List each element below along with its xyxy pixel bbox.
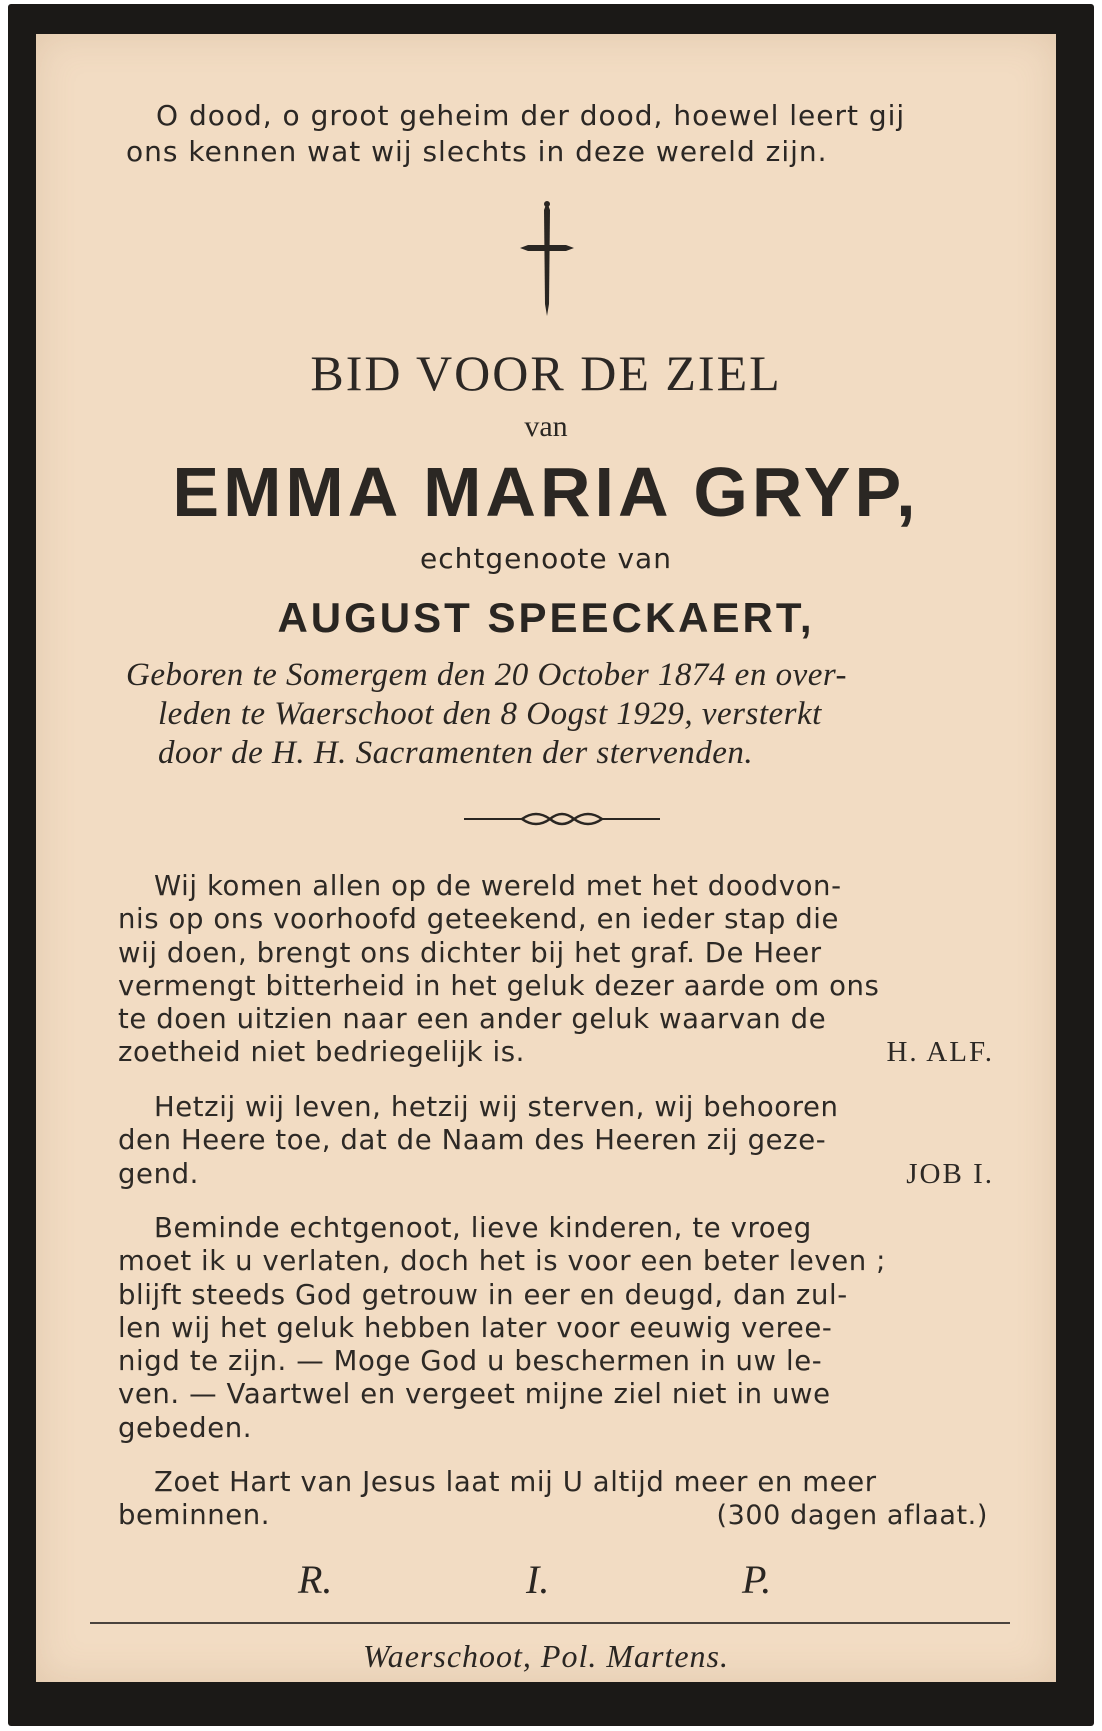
prayer-paragraph [118, 1466, 1018, 1533]
rip-letter-p: P. [742, 1557, 772, 1602]
paragraph-last-row [118, 1499, 1018, 1532]
paragraph-line: ven. — Vaartwel en vergeet mijne ziel niet in uwe [118, 1378, 831, 1411]
deceased-name: EMMA MARIA GRYP, [172, 453, 920, 531]
paragraph-line: nigd te zijn. — Moge God u beschermen in uw le- [118, 1345, 823, 1378]
dates-line: leden te Waerschoot den 8 Oogst 1929, versterkt [158, 696, 822, 732]
epigraph-line: ons kennen wat wij slechts in deze wereld zijn. [126, 135, 828, 168]
quote-reference: JOB I. [906, 1157, 994, 1190]
paragraph-line: blijft steeds God getrouw in eer en deugd, dan zul- [118, 1278, 848, 1311]
paragraph-line: Zoet Hart van Jesus laat mij U altijd meer en meer [154, 1466, 877, 1498]
divider-ornament-icon [464, 804, 660, 834]
paragraph-line: moet ik u verlaten, doch het is voor een beter leven ; [118, 1245, 886, 1278]
paragraph-line: len wij het geluk hebben later voor eeuwig veree- [118, 1311, 833, 1344]
latin-cross-icon [514, 198, 580, 320]
indulgence-note: (300 dagen aflaat.) [716, 1500, 988, 1532]
spouse-name: AUGUST SPEECKAERT, [277, 594, 815, 641]
paragraph-last-row [118, 1036, 1018, 1069]
footer-divider [90, 1622, 1010, 1624]
quote-paragraph-job [118, 1091, 1018, 1191]
memorial-card [36, 34, 1056, 1682]
paragraph-line: te doen uitzien naar een ander geluk waarvan de [118, 1003, 827, 1036]
paragraph-last-row [118, 1158, 1018, 1191]
paragraph-line: nis op ons voorhoofd geteekend, en ieder stap die [118, 903, 840, 936]
epigraph-line: O dood, o groot geheim der dood, hoewel leert gij [156, 99, 906, 132]
paragraph-line: beminnen. [118, 1499, 271, 1532]
paragraph-line: Beminde echtgenoot, lieve kinderen, te vroeg [154, 1212, 812, 1244]
printer-imprint: Waerschoot, Pol. Martens. [362, 1638, 729, 1674]
quote-paragraph-alf [118, 870, 1018, 1070]
rip-letter-r: R. [298, 1557, 333, 1602]
paragraph-line: Wij komen allen op de wereld met het doodvon- [154, 870, 842, 902]
dates-line: Geboren te Somergem den 20 October 1874 en over- [126, 657, 848, 693]
paragraph-line: den Heere toe, dat de Naam des Heeren zij geze- [118, 1124, 827, 1157]
birth-death-details [126, 656, 1006, 773]
paragraph-line: Hetzij wij leven, hetzij wij sterven, wij behooren [154, 1091, 839, 1123]
paragraph-line: gend. [118, 1157, 200, 1190]
farewell-paragraph [118, 1212, 1018, 1445]
spouse-of-label: echtgenoote van [420, 542, 672, 575]
paragraph-line: wij doen, brengt ons dichter bij het graf. De Heer [118, 936, 822, 969]
of-label: van [524, 410, 568, 443]
paragraph-line: vermengt bitterheid in het geluk dezer aarde om ons [118, 969, 880, 1002]
dates-line: door de H. H. Sacramenten der stervenden. [158, 735, 754, 771]
epigraph [126, 98, 1006, 170]
rip-letter-i: I. [526, 1557, 550, 1602]
prayer-title: BID VOOR DE ZIEL [310, 345, 782, 401]
quote-reference: H. ALF. [886, 1036, 994, 1069]
paragraph-line: zoetheid niet bedriegelijk is. [118, 1036, 526, 1069]
paragraph-line: gebeden. [118, 1411, 253, 1444]
